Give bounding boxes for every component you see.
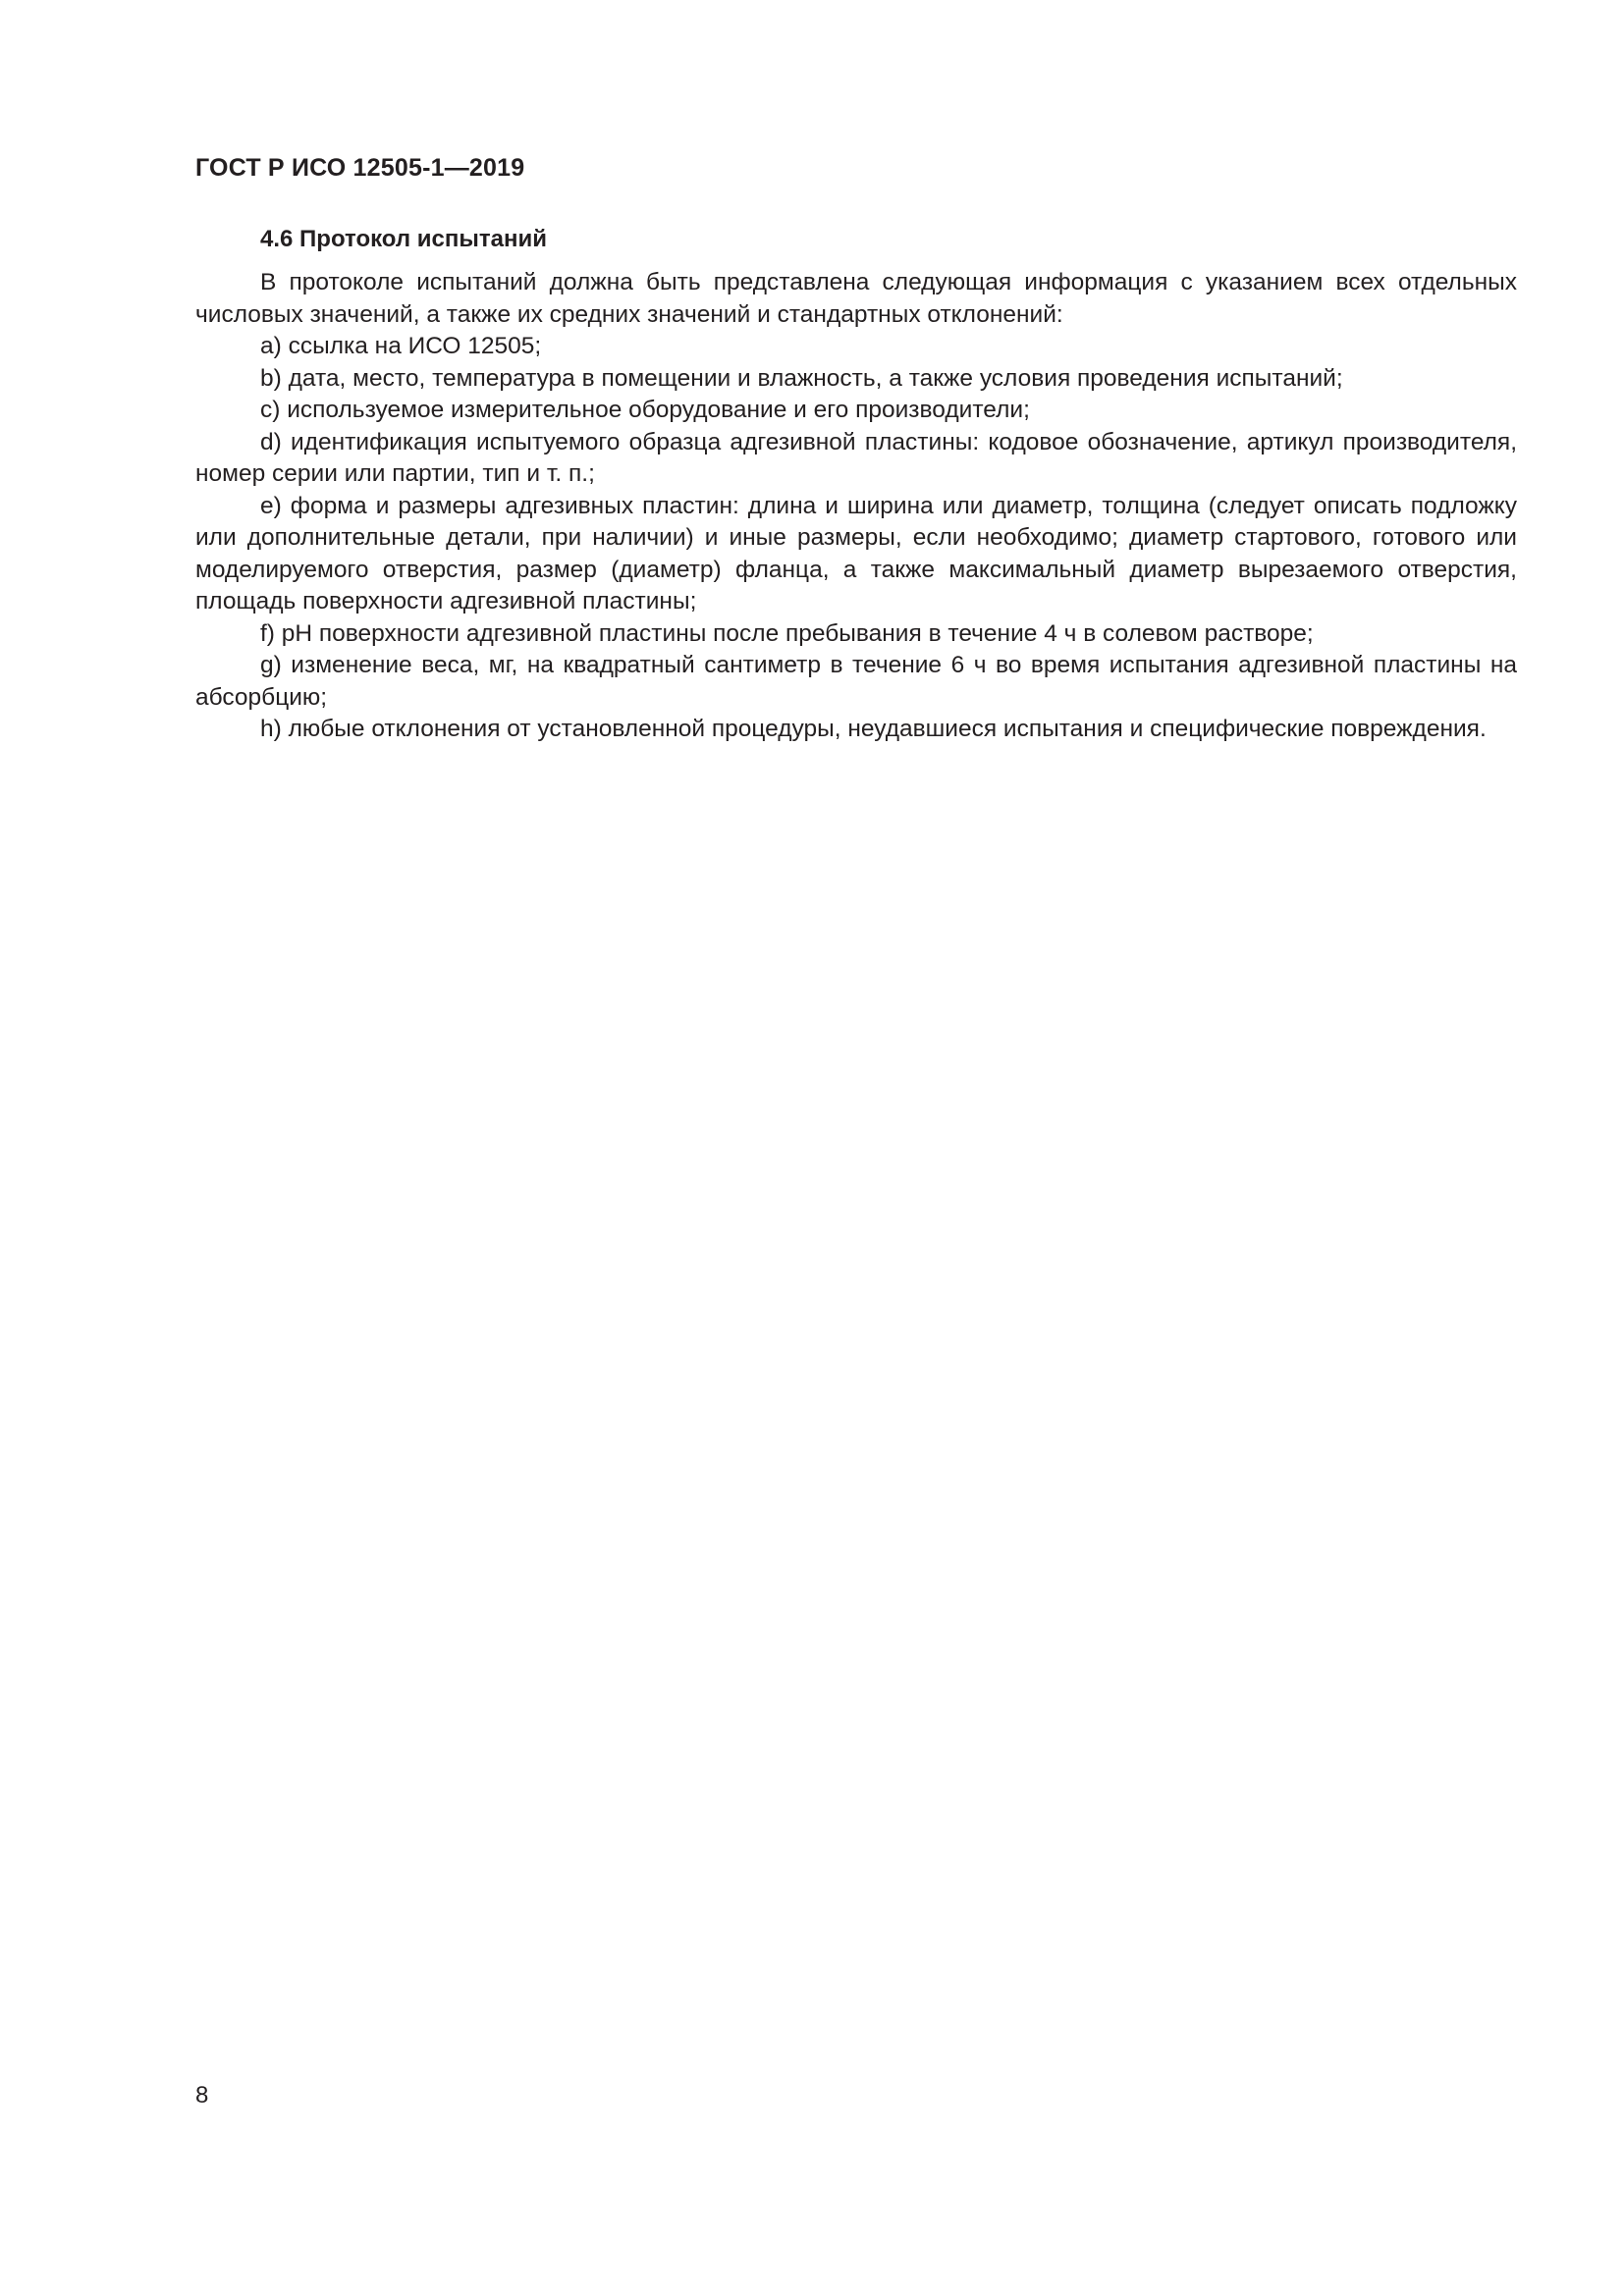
list-item-h: h) любые отклонения от установленной процедуры, неудавшиеся испытания и специфические повреждения. [260, 716, 1487, 742]
list-item-e: e) форма и размеры адгезивных пластин: длина и ширина или диаметр, толщина (следует описать подложку или дополнительные детали, при наличии) и иные размеры, если необходимо; диаметр стартового, готового или моделируемого отверстия, размер (диаметр) фланца, а также максимальный диаметр вырезаемого отверстия, площадь поверхности адгезивной пластины; [195, 492, 1517, 614]
page-number: 8 [195, 2082, 209, 2109]
section-test-report [195, 224, 1517, 746]
paragraph-intro: В протоколе испытаний должна быть представлена следующая информация с указанием всех отдельных числовых значений, а также их средних значений и стандартных отклонений: [195, 269, 1517, 328]
list-item-b: b) дата, место, температура в помещении и влажность, а также условия проведения испытаний; [260, 364, 1343, 392]
list-item-c: c) используемое измерительное оборудование и его производители; [260, 397, 1030, 423]
document-header: ГОСТ Р ИСО 12505-1—2019 [195, 154, 525, 182]
section-title: 4.6 Протокол испытаний [260, 226, 547, 252]
list-item-f: f) pH поверхности адгезивной пластины после пребывания в течение 4 ч в солевом растворе; [260, 619, 1314, 647]
list-item-a: a) ссылка на ИСО 12505; [260, 333, 542, 359]
list-item-g: g) изменение веса, мг, на квадратный сантиметр в течение 6 ч во время испытания адгезивной пластины на абсорбцию; [195, 652, 1517, 711]
list-item-d: d) идентификация испытуемого образца адгезивной пластины: кодовое обозначение, артикул производителя, номер серии или партии, тип и т. п.; [195, 428, 1517, 487]
